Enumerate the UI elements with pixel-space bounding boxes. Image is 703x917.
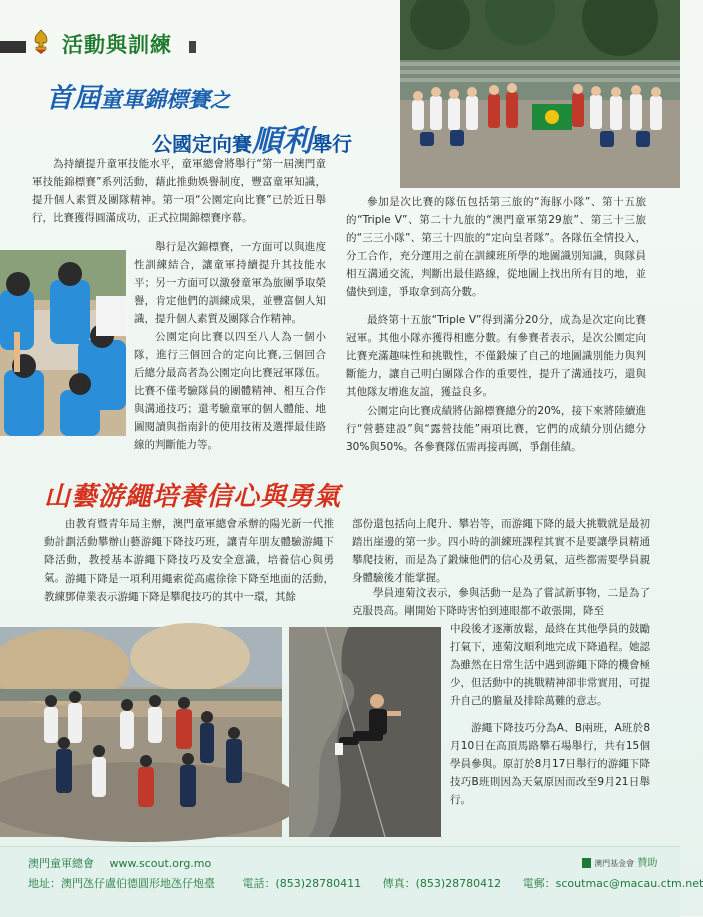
section-end-mark <box>189 41 196 53</box>
footer-phone: 電話：(853)28780411 <box>242 877 362 890</box>
article2-paragraph-4b: 中段後才逐漸放鬆，最終在其他學員的鼓勵打氣下，連菊汶順利地完成下降過程。她認為雖然在日常生活中遇到游繩下降的機會極少，但活動中的挑戰精神卻非常實用，可提升自己的膽量及排除萬難的意志。 <box>450 623 650 707</box>
section-title: 活動與訓練 <box>62 33 172 57</box>
rappelling-climber-photo <box>289 627 441 837</box>
article1-title-b1: 公國定向賽 <box>152 132 252 156</box>
article2-paragraph-2: 游繩下降是一項利用繩索從高處徐徐下降至地面的活動，教練鄧偉業表示游繩下降是攀爬技巧的其中一環，其餘 <box>44 573 334 603</box>
article1-title-end: 之 <box>210 88 231 112</box>
footer-org: 澳門童軍總會 <box>28 857 94 870</box>
article1-title-line1 <box>46 76 230 115</box>
article1-title-small: 童軍錦標賽 <box>100 87 211 113</box>
article1-paragraph-2: 舉行是次錦標賽，一方面可以與進度性訓練結合，讓童軍持續提升其技能水平；另一方面可以激發童軍為旅團爭取榮譽，肯定他們的訓練成果，並豐富個人知識，提升個人素質及團隊合作精神。 <box>134 241 326 325</box>
article1-title-b-big: 順利 <box>252 124 312 159</box>
article1-paragraph-6: 公園定向比賽成績將佔錦標賽總分的20%，接下來將陸續進行“營藝建設”與“露營技能”兩項比賽，它們的成績分別佔總分30%與50%。各參賽隊伍需再接再厲，爭創佳績。 <box>346 405 646 453</box>
section-header <box>0 27 200 59</box>
article2-paragraph-3: 部份還包括向上爬升、攀岩等，而游繩下降的最大挑戰就是最初踏出崖邊的第一步。四小時的訓練班課程其實不是要讓學員精通攀爬技術，而是為了鍛煉他們的信心及勇氣，這些都需要學員親身體驗後才能掌握。 <box>352 518 650 584</box>
footer <box>0 846 703 917</box>
article2-paragraph-1: 由教育暨青年局主辦，澳門童軍總會承辦的陽光新一代推動計劃活動攀辦山藝游繩下降技巧班，讓青年朋友體驗游繩下降活動，教授基本游繩下降技巧及安全意識，培養信心與勇氣。 <box>44 518 334 584</box>
article2-paragraph-4a: 學員連菊汶表示，參與活動一是為了嘗試新事物，二是為了克服畏高。剛開始下降時害怕到連眼都不敢張開，降至 <box>352 587 650 617</box>
article1-title-line2 <box>152 116 352 160</box>
scouts-map-reading-photo <box>0 250 126 436</box>
footer-contact-line <box>28 875 703 891</box>
article1-paragraph-3: 公園定向比賽以四至八人為一個小隊，進行三個回合的定向比賽,三個回合后總分最高者為公園定向比賽冠軍隊伍。比賽不僅考驗隊員的團體精神、相互合作與溝通技巧；還考驗童軍的個人體能、地圖閱讀與指南針的使用技術及選擇最佳路線的判斷能力等。 <box>134 331 326 451</box>
sponsor-label: 贊助 <box>637 858 658 869</box>
sponsor-block <box>582 854 657 869</box>
sponsor-name: 澳門基金會 <box>594 859 635 868</box>
scout-emblem-icon <box>30 29 52 55</box>
footer-fax: 傳真：(853)28780412 <box>382 877 502 890</box>
foundation-logo-icon <box>582 858 591 868</box>
article2-title: 山藝游繩培養信心與勇氣 <box>44 482 342 512</box>
article1-paragraph-4: 參加是次比賽的隊伍包括第三旅的“海豚小隊”、第十五旅的“Triple V”、第二十九旅的“澳門童軍第29旅”、第三十三旅的“三三小隊”、第三十四旅的“定向皇者隊”。各隊伍全情投入，分工合作，充分運用之前在訓練班所學的地圖識別知識，與隊員相互溝通交流，判斷出最佳路線，從地圖上找出所有目的地，並儘快到達，爭取拿到高分數。 <box>346 196 646 298</box>
article1-title-b-end: 舉行 <box>312 132 352 156</box>
team-group-photo <box>400 0 680 188</box>
rope-class-group-photo <box>0 627 282 837</box>
footer-url[interactable]: www.scout.org.mo <box>109 857 212 870</box>
article1-paragraph-1: 為持續提升童軍技能水平，童軍總會將舉行“第一屆澳門童軍技能錦標賽”系列活動，藉此推動娛譽制度，豐富童軍知識，提升個人素質及團隊精神。第一項“公園定向比賽”已於近日舉行，比賽獲得圓滿成功，正式拉開錦標賽序幕。 <box>32 158 326 224</box>
footer-email[interactable]: 電郵：scoutmac@macau.ctm.net <box>522 877 703 890</box>
footer-org-line <box>28 855 211 871</box>
article1-title-big: 首屆 <box>46 83 100 114</box>
article1-paragraph-5: 最終第十五旅“Triple V”得到滿分20分，成為是次定向比賽冠軍。其他小隊亦獲得相應分數。有參賽者表示，是次公園定向比賽充滿趣味性和挑戰性，不僅鍛煉了自己的地圖識別能力與判斷能力，讓自己明白團隊合作的重要性，提升了溝通技巧，還與其他隊友增進友誼，獲益良多。 <box>346 314 646 398</box>
article2-paragraph-5: 游繩下降技巧分為A、B兩班，A班於8月10日在高頂馬路攀石場舉行，共有15個學員參與。原訂於8月17日舉行的游繩下降技巧B班則因為天氣原因而改至9月21日舉行。 <box>450 722 650 806</box>
section-rule <box>0 41 26 53</box>
footer-address: 地址：澳門氹仔盧伯德圓形地氹仔炮臺 <box>28 877 215 890</box>
